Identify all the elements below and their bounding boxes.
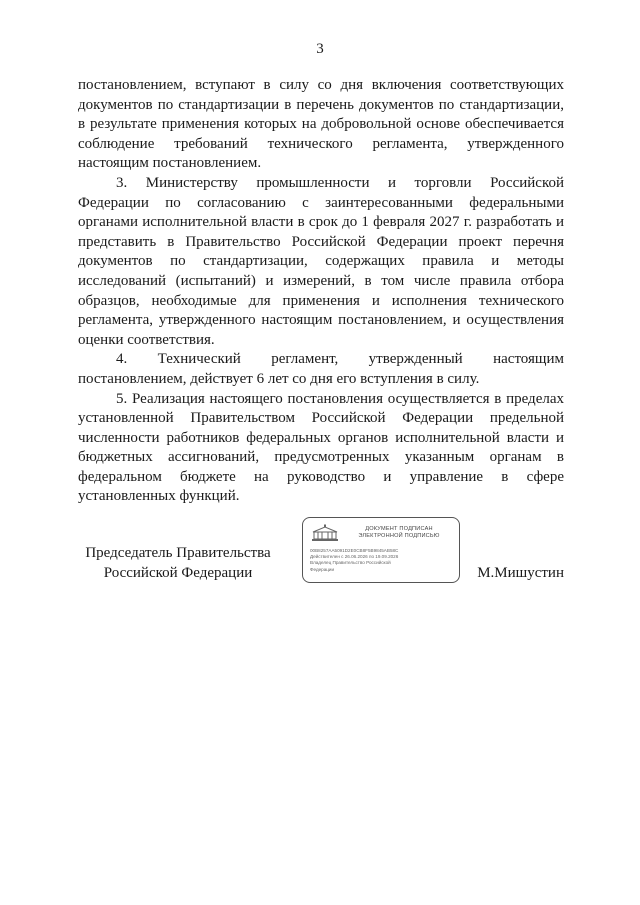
stamp-validity: Действителен с 26.06.2026 по 19.09.2026 <box>310 554 399 560</box>
stamp-owner: Федерации <box>310 566 335 572</box>
signatory-position-line: Российской Федерации <box>103 564 253 581</box>
stamp-title-line: ДОКУМЕНТ ПОДПИСАН <box>365 526 433 532</box>
government-building-icon <box>310 524 340 542</box>
signatory-position <box>78 544 278 583</box>
signatory-position-line: Председатель Правительства <box>85 545 271 561</box>
stamp-details <box>310 548 456 573</box>
paragraph: 5. Реализация настоящего постановления осуществляется в пределах установленной Правительством Российской Федерации предельной численности работников федеральных органов исполнительной власти и бюджетных ассигнований, предусмотренных указанным органам в федеральном бюджете на руководство и управление в сфере установленных функций. <box>78 390 564 505</box>
body-text <box>78 76 564 507</box>
stamp-certificate: 00B8257AA5091D2E0CB8F5B9845AB58C <box>310 548 399 553</box>
electronic-signature-stamp <box>302 517 460 583</box>
stamp-owner: Владелец Правительство Российской <box>310 560 391 566</box>
paragraph: 4. Технический регламент, утвержденный настоящим постановлением, действует 6 лет со дня его вступления в силу. <box>78 351 564 387</box>
stamp-title-line: ЭЛЕКТРОННОЙ ПОДПИСЬЮ <box>358 533 440 539</box>
stamp-title <box>345 526 453 540</box>
signatory-name: М.Мишустин <box>477 565 564 581</box>
paragraph: 3. Министерству промышленности и торговли Российской Федерации по согласованию с заинтересованными федеральными органами исполнительной власти в срок до 1 февраля 2027 г. разработать и представить в Правительство Российской Федерации проект перечня документов по стандартизации, содержащих правила и методы исследований (испытаний) и измерений, в том числе правила отбора образцов, необходимые для применения и исполнения технического регламента, утвержденного настоящим постановлением, и осуществления оценки соответствия. <box>78 174 564 348</box>
page-number: 3 <box>316 41 324 57</box>
paragraph: постановлением, вступают в силу со дня включения соответствующих документов по стандартизации в перечень документов по стандартизации, в результате применения которых на добровольной основе обеспечивается соблюдение требований технического регламента, утвержденного настоящим постановлением. <box>78 77 564 172</box>
